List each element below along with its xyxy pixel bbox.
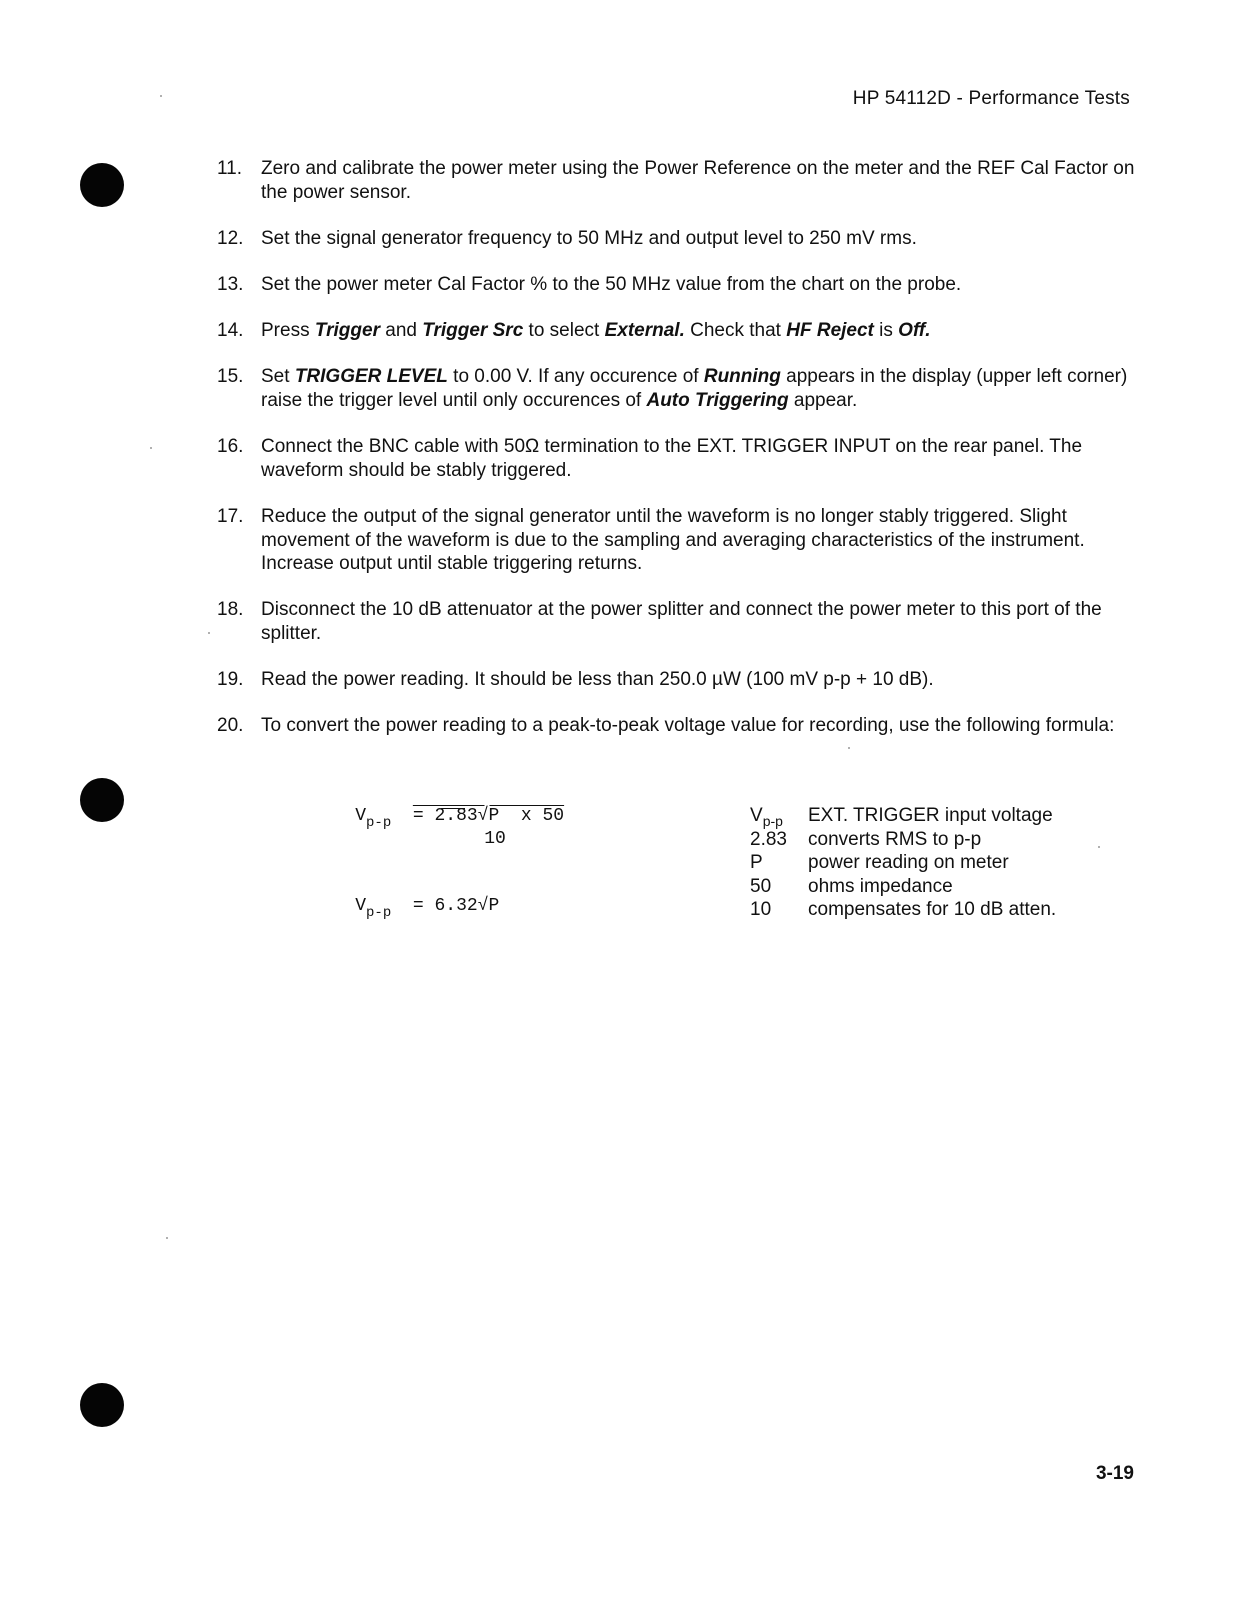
legend-description: ohms impedance — [808, 875, 953, 897]
status-running: Running — [703, 366, 781, 387]
step-20 — [217, 714, 1157, 738]
formula-v-symbol: V — [355, 896, 367, 916]
step-13 — [217, 273, 1157, 297]
scan-speck — [208, 632, 210, 634]
key-trigger-level: TRIGGER LEVEL — [294, 366, 448, 387]
softkey-external: External. — [604, 320, 685, 341]
step-number: 19. — [217, 669, 244, 690]
step-17 — [217, 505, 1157, 576]
scan-speck — [166, 1237, 168, 1239]
scan-speck — [160, 95, 162, 97]
legend-symbol: 2.83 — [750, 828, 787, 850]
step-18 — [217, 598, 1157, 645]
step-number: 15. — [217, 366, 244, 387]
softkey-trigger-src: Trigger Src — [422, 320, 524, 341]
step-12 — [217, 227, 1157, 251]
step-text: Read the power reading. It should be less than 250.0 µW (100 mV p-p + 10 dB). — [261, 669, 934, 690]
softkey-off: Off. — [898, 320, 931, 341]
formula-v-symbol: V — [355, 806, 367, 826]
formula-denominator: 10 — [441, 808, 465, 869]
step-text: Reduce the output of the signal generator until the waveform is no longer stably triggered. Slight movement of the waveform is due to the sampling and averaging characteristics of the instrument. Increase output until stable triggering returns. — [261, 506, 1085, 574]
step-11 — [217, 157, 1157, 204]
softkey-trigger: Trigger — [314, 320, 380, 341]
page-number: 3-19 — [1095, 1463, 1134, 1484]
step-number: 17. — [217, 506, 244, 527]
formula-line-2 — [312, 876, 499, 936]
legend-description: compensates for 10 dB atten. — [808, 899, 1057, 920]
scan-speck — [848, 747, 850, 749]
page-header: HP 54112D - Performance Tests — [852, 88, 1130, 109]
scan-speck — [150, 447, 152, 449]
step-number: 14. — [217, 320, 244, 341]
step-number: 13. — [217, 274, 244, 295]
binder-hole-bottom — [80, 1383, 124, 1427]
step-16 — [217, 435, 1157, 482]
formula-expression-1: = 2.83√P x 50 — [412, 806, 565, 826]
binder-hole-middle — [80, 778, 124, 822]
binder-hole-top — [80, 163, 124, 207]
formula-v-subscript: p-p — [366, 815, 392, 831]
status-auto-triggering: Auto Triggering — [646, 389, 789, 411]
legend-symbol: 50 — [750, 875, 772, 897]
legend-description: EXT. TRIGGER input voltage — [808, 805, 1053, 826]
legend-symbol: 10 — [750, 899, 772, 920]
step-text: Set the power meter Cal Factor % to the 50 MHz value from the chart on the probe. — [261, 274, 962, 295]
step-number: 12. — [217, 228, 244, 249]
step-19 — [217, 668, 1157, 692]
scan-speck — [1098, 846, 1100, 848]
step-15 — [217, 365, 1157, 412]
step-text: Zero and calibrate the power meter using the Power Reference on the meter and the REF Cal Factor on the power sensor. — [261, 158, 1135, 203]
legend-description: converts RMS to p-p — [808, 828, 982, 850]
step-text: Set the signal generator frequency to 50 MHz and output level to 250 mV rms. — [261, 228, 917, 249]
step-14 — [217, 319, 1157, 343]
step-number: 16. — [217, 436, 244, 457]
step-text: Disconnect the 10 dB attenuator at the power splitter and connect the power meter to this port of the splitter. — [261, 599, 1102, 644]
formula-line-1 — [312, 786, 564, 846]
step-number: 11. — [217, 158, 243, 179]
legend-symbol: P — [750, 852, 763, 873]
step-text: Connect the BNC cable with 50Ω termination to the EXT. TRIGGER INPUT on the rear panel. The waveform should be stably triggered. — [261, 436, 1083, 481]
step-number: 20. — [217, 715, 244, 736]
step-text: Press Trigger and Trigger Src to select External. Check that HF Reject is Off. — [261, 320, 931, 341]
legend-symbol: $V_{p-p}$ — [750, 805, 783, 829]
step-text: Set TRIGGER LEVEL to 0.00 V. If any occurence of Running appears in the display (upper left corner) raise the trigger level until only occurences of Auto Triggering appear. — [261, 366, 1128, 411]
legend-description: power reading on meter — [808, 852, 1009, 873]
step-text: To convert the power reading to a peak-to-peak voltage value for recording, use the following formula: — [261, 715, 1115, 736]
formula-v-subscript: p-p — [366, 905, 392, 921]
step-number: 18. — [217, 599, 244, 620]
softkey-hf-reject: HF Reject — [786, 320, 874, 341]
formula-expression-2: = 6.32√P — [412, 896, 500, 916]
